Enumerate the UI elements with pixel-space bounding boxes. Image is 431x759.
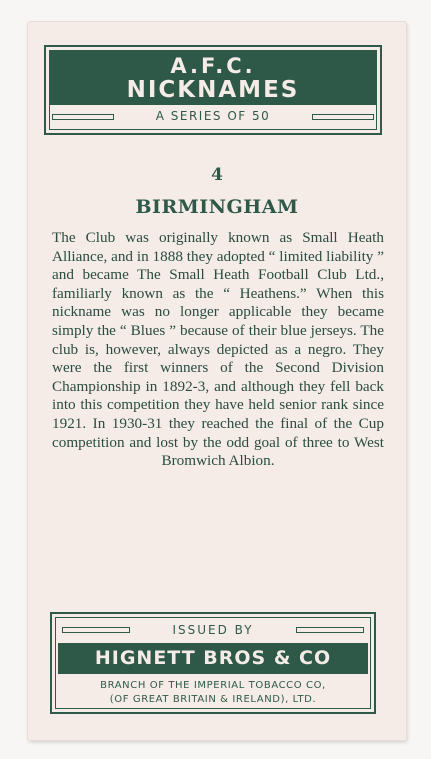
issued-by-label: ISSUED BY [172,623,254,637]
club-name: BIRMINGHAM [135,196,299,218]
branch-line-1: BRANCH OF THE IMPERIAL TOBACCO CO, [100,680,326,691]
branch-text [52,679,374,707]
card-number: 4 [211,165,223,185]
right-ornament-bar [296,627,364,633]
club-description: The Club was originally known as Small Heath Alliance, and in 1888 they adopted “ limited liability ” and became The Small Heath Football Club Ltd., familiarly known as the “ Heathens.” When this nickname was no longer applicable they became simply the “ Blues ” because of their blue jerseys. The club is, however, always depicted as a negro. They were the first winners of the Second Division Championship in 1892-3, and although they fell back into this competition they have held senior rank since 1921. In 1930-31 they reached the final of the Cup competition and lost by the odd goal of three to West Bromwich Albion. [52,229,384,470]
series-title-line1: A.F.C. [170,54,256,78]
issuer-panel [50,612,376,714]
title-panel [44,45,382,135]
branch-line-2: (OF GREAT BRITAIN & IRELAND), LTD. [109,694,317,705]
series-subtitle: A SERIES OF 50 [155,109,271,123]
series-title-line2: NICKNAMES [126,77,300,103]
title-band [50,51,376,105]
company-name-band: HIGNETT BROS & CO [58,643,368,674]
right-ornament-bar [312,114,374,120]
cigarette-card [28,22,406,740]
